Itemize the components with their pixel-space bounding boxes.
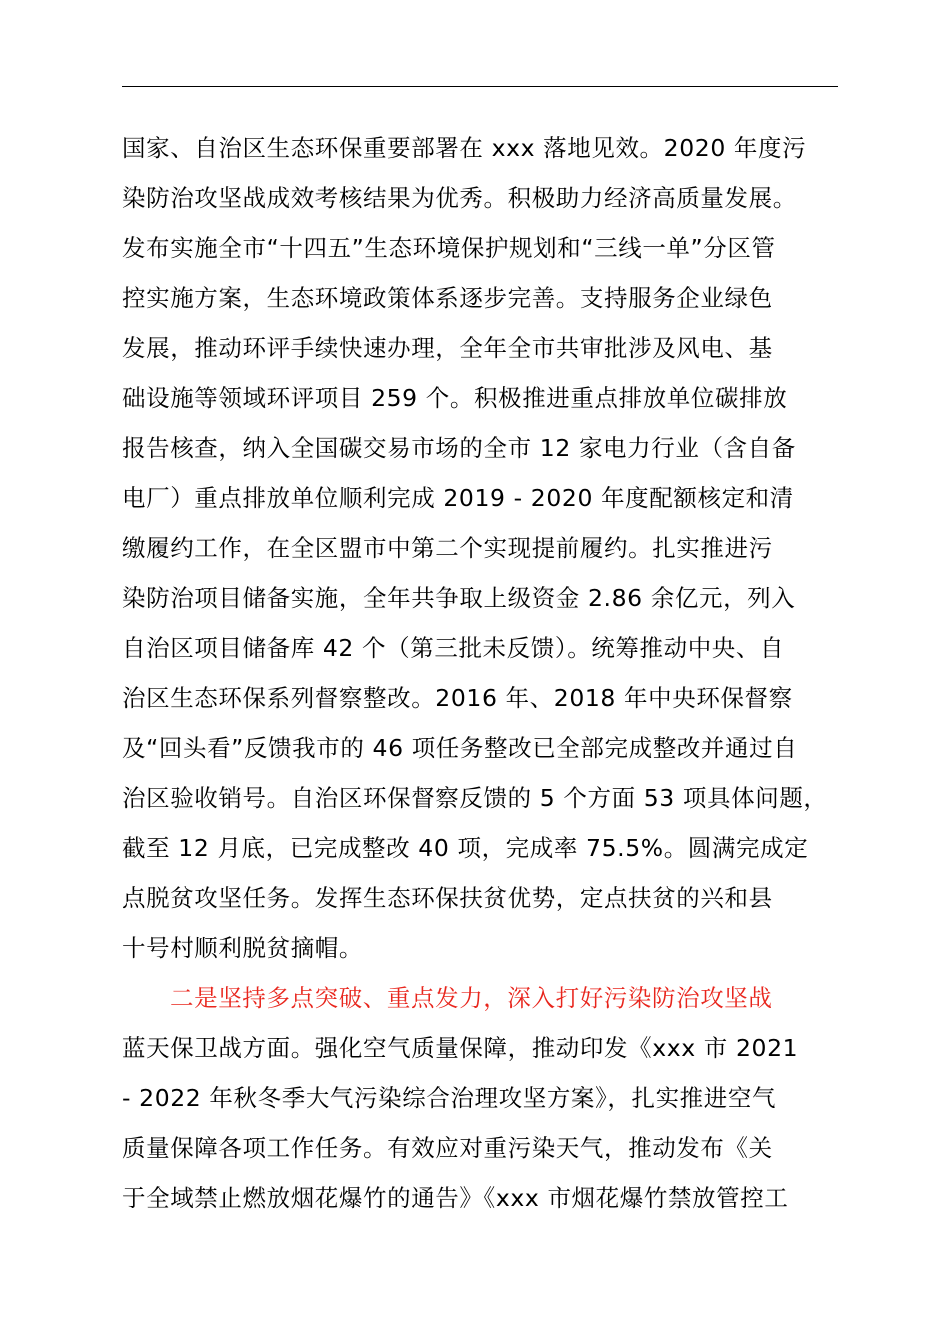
paragraph-line: 染防治项目储备实施，全年共争取上级资金 2.86 余亿元，列入 bbox=[122, 584, 796, 612]
paragraph-line: 于全域禁止燃放烟花爆竹的通告》《xxx 市烟花爆竹禁放管控工 bbox=[122, 1184, 789, 1212]
paragraph-line: 截至 12 月底，已完成整改 40 项，完成率 75.5%。圆满完成定 bbox=[122, 834, 809, 862]
paragraph-line: 础设施等领域环评项目 259 个。积极推进重点排放单位碳排放 bbox=[122, 384, 788, 412]
paragraph-line: 点脱贫攻坚任务。发挥生态环保扶贫优势，定点扶贫的兴和县 bbox=[122, 884, 773, 912]
paragraph-line: 质量保障各项工作任务。有效应对重污染天气，推动发布《关 bbox=[122, 1134, 773, 1162]
paragraph-line: 蓝天保卫战方面。强化空气质量保障，推动印发《xxx 市 2021 bbox=[122, 1034, 799, 1062]
paragraph-line: 十号村顺利脱贫摘帽。 bbox=[122, 934, 363, 962]
paragraph-line: 缴履约工作，在全区盟市中第二个实现提前履约。扎实推进污 bbox=[122, 534, 773, 562]
paragraph-line: 发布实施全市“十四五”生态环境保护规划和“三线一单”分区管 bbox=[122, 234, 776, 262]
paragraph-line: 国家、自治区生态环保重要部署在 xxx 落地见效。2020 年度污 bbox=[122, 134, 807, 162]
paragraph-line: 及“回头看”反馈我市的 46 项任务整改已全部完成整改并通过自 bbox=[122, 734, 798, 762]
paragraph-line: 治区生态环保系列督察整改。2016 年、2018 年中央环保督察 bbox=[122, 684, 793, 712]
header-rule bbox=[122, 86, 838, 87]
section-heading: 二是坚持多点突破、重点发力，深入打好污染防治攻坚战 bbox=[170, 984, 773, 1012]
paragraph-line: 染防治攻坚战成效考核结果为优秀。积极助力经济高质量发展。 bbox=[122, 184, 797, 212]
paragraph-line: - 2022 年秋冬季大气污染综合治理攻坚方案》，扎实推进空气 bbox=[122, 1084, 777, 1112]
paragraph-line: 控实施方案，生态环境政策体系逐步完善。支持服务企业绿色 bbox=[122, 284, 773, 312]
paragraph-line: 电厂）重点排放单位顺利完成 2019 - 2020 年度配额核定和清 bbox=[122, 484, 794, 512]
paragraph-line: 报告核查，纳入全国碳交易市场的全市 12 家电力行业（含自备 bbox=[122, 434, 796, 462]
paragraph-line: 治区验收销号。自治区环保督察反馈的 5 个方面 53 项具体问题， bbox=[122, 784, 828, 812]
paragraph-line: 自治区项目储备库 42 个（第三批未反馈）。统筹推动中央、自 bbox=[122, 634, 785, 662]
paragraph-line: 发展，推动环评手续快速办理，全年全市共审批涉及风电、基 bbox=[122, 334, 773, 362]
